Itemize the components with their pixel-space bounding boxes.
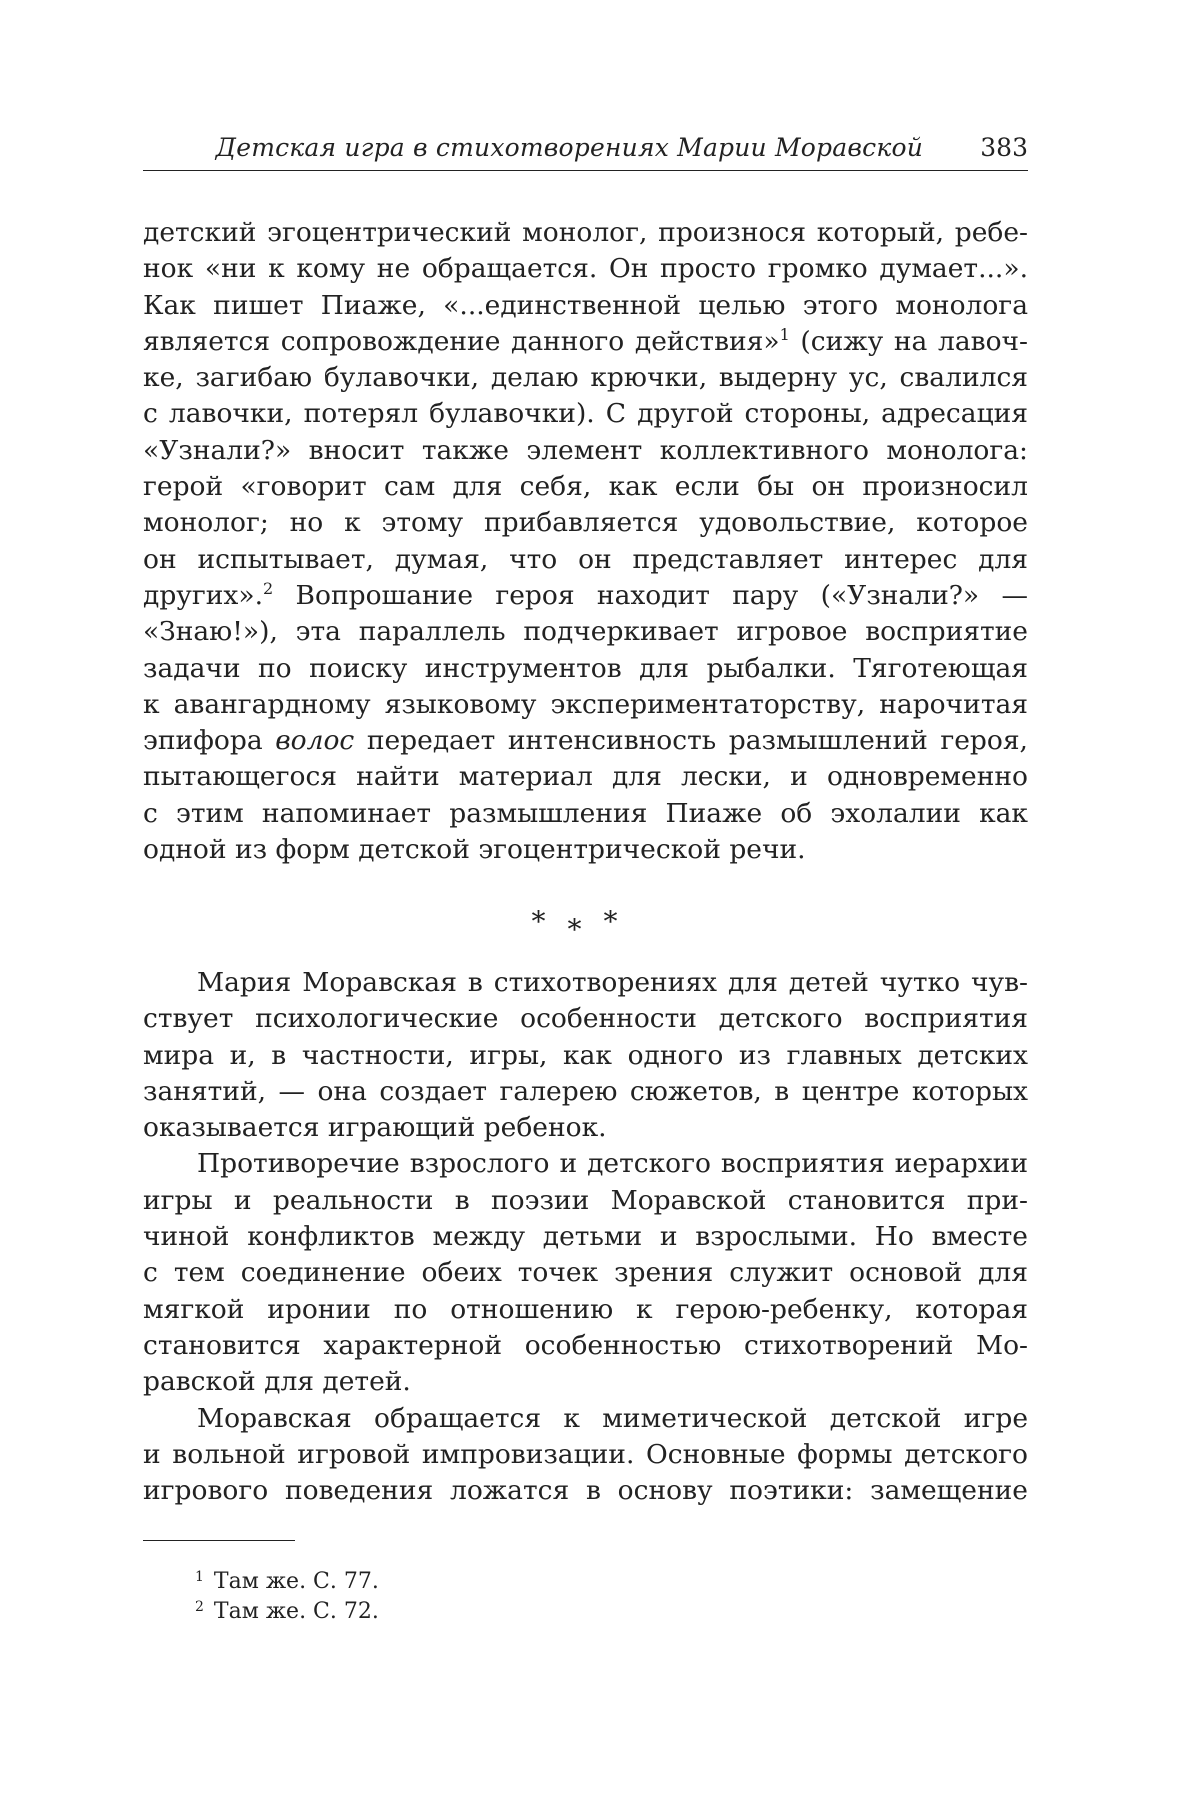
text-fragment: передает интенсивность размышлений героя,	[354, 725, 1028, 756]
text-fragment: эпифора	[143, 725, 275, 756]
text-line: равской для детей.	[143, 1364, 1028, 1400]
text-line: мягкой иронии по отношению к герою-ребенку, которая	[143, 1292, 1028, 1328]
text-line: пытающегося найти материал для лески, и одновременно	[143, 759, 1028, 795]
footnote-text: Там же. С. 72.	[214, 1599, 379, 1624]
asterisk: *	[532, 905, 568, 938]
text-line: мира и, в частности, игры, как одного из главных детских	[143, 1038, 1028, 1074]
footnote-ref-1[interactable]: 1	[780, 325, 790, 344]
text-line: одной из форм детской эгоцентрической речи.	[143, 832, 1028, 868]
text-line: Мария Моравская в стихотворениях для детей чутко чув-	[143, 965, 1028, 1001]
footnote-mark: 2	[195, 1599, 204, 1615]
text-line: с лавочки, потерял булавочки). С другой стороны, адресация	[143, 396, 1028, 432]
text-line: задачи по поиску инструментов для рыбалки. Тяготеющая	[143, 651, 1028, 687]
text-line: ствует психологические особенности детского восприятия	[143, 1001, 1028, 1037]
text-line: Противоречие взрослого и детского восприятия иерархии	[143, 1146, 1028, 1182]
text-line: монолог; но к этому прибавляется удовольствие, которое	[143, 505, 1028, 541]
text-line: детский эгоцентрический монолог, произнося который, ребе-	[143, 215, 1028, 251]
text-fragment: Вопрошание героя находит пару («Узнали?» —	[273, 580, 1028, 611]
text-line: он испытывает, думая, что он представляет интерес для	[143, 542, 1028, 578]
paragraph-1	[143, 215, 1028, 868]
text-line: с тем соединение обеих точек зрения служит основой для	[143, 1255, 1028, 1291]
footnote-divider	[143, 1540, 295, 1541]
text-line: герой «говорит сам для себя, как если бы он произносил	[143, 469, 1028, 505]
text-line	[143, 578, 1028, 614]
asterisk: *	[604, 905, 640, 938]
paragraphs-after-break	[143, 965, 1028, 1509]
footnote-ref-2[interactable]: 2	[263, 579, 273, 598]
text-line: занятий, — она создает галерею сюжетов, в центре которых	[143, 1074, 1028, 1110]
text-line: и вольной игровой импровизации. Основные формы детского	[143, 1437, 1028, 1473]
section-break	[143, 905, 1028, 938]
page-number: 383	[980, 133, 1028, 162]
running-head	[143, 130, 1028, 171]
text-line: игры и реальности в поэзии Моравской становится при-	[143, 1183, 1028, 1219]
text-line: оказывается играющий ребенок.	[143, 1110, 1028, 1146]
footnote-1	[195, 1562, 379, 1592]
asterisk: *	[568, 913, 604, 946]
footnote-text: Там же. С. 77.	[214, 1569, 379, 1594]
text-line: «Знаю!»), эта параллель подчеркивает игровое восприятие	[143, 614, 1028, 650]
text-line: «Узнали?» вносит также элемент коллективного монолога:	[143, 433, 1028, 469]
text-line: чиной конфликтов между детьми и взрослыми. Но вместе	[143, 1219, 1028, 1255]
footnotes	[195, 1562, 379, 1622]
text-line: Как пишет Пиаже, «...единственной целью этого монолога	[143, 288, 1028, 324]
italic-word: волос	[275, 725, 354, 756]
text-line: Моравская обращается к миметической детской игре	[143, 1401, 1028, 1437]
text-fragment: других».	[143, 580, 263, 611]
book-page	[143, 0, 1028, 1800]
text-fragment: (сижу на лавоч-	[790, 326, 1028, 357]
text-line: игрового поведения ложатся в основу поэтики: замещение	[143, 1473, 1028, 1509]
text-line	[143, 723, 1028, 759]
footnote-mark: 1	[195, 1569, 204, 1585]
text-line: нок «ни к кому не обращается. Он просто громко думает...».	[143, 251, 1028, 287]
text-line: становится характерной особенностью стихотворений Мо-	[143, 1328, 1028, 1364]
text-line	[143, 324, 1028, 360]
text-fragment: является сопровождение данного действия»	[143, 326, 780, 357]
text-line: с этим напоминает размышления Пиаже об эхолалии как	[143, 796, 1028, 832]
footnote-2	[195, 1592, 379, 1622]
text-line: к авангардному языковому экспериментаторству, нарочитая	[143, 687, 1028, 723]
text-line: ке, загибаю булавочки, делаю крючки, выдерну ус, свалился	[143, 360, 1028, 396]
running-title: Детская игра в стихотворениях Марии Моравской	[216, 133, 923, 162]
